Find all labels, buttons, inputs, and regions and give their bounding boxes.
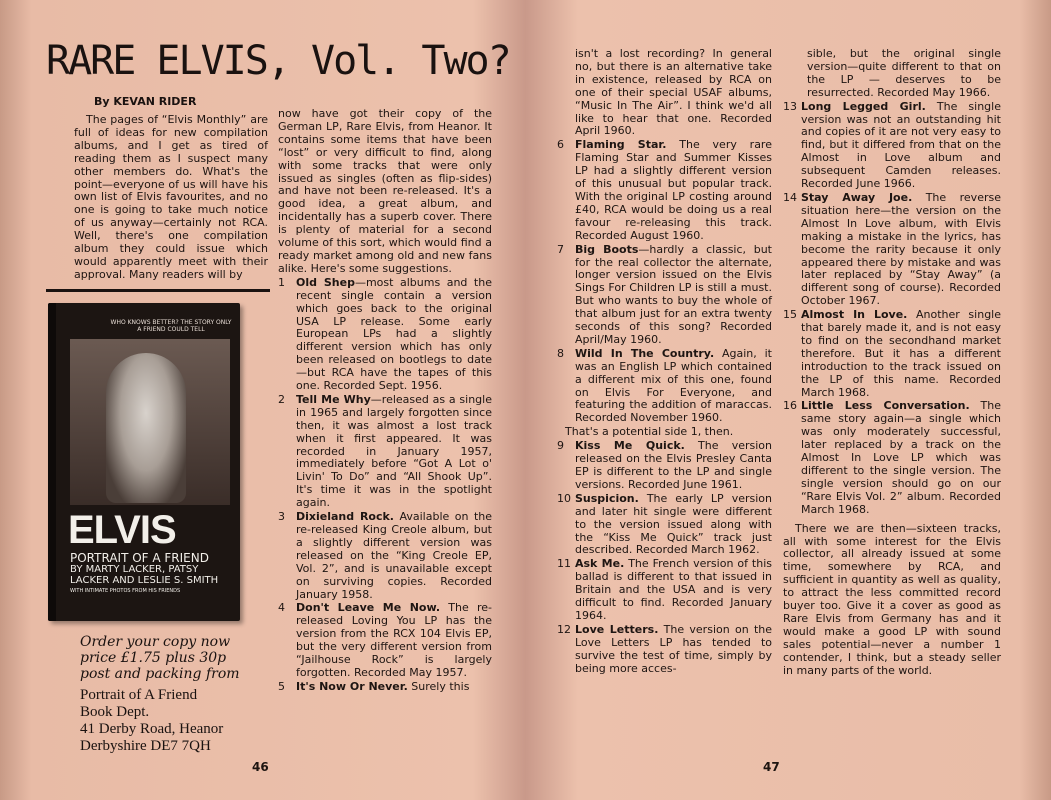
track-number: 9 [557,439,564,453]
track-title: It's Now Or Never. [296,679,408,693]
order-line: price £1.75 plus 30p [80,650,227,666]
track-title: Kiss Me Quick. [575,439,685,453]
track-number: 16 [783,399,797,413]
book-spine [48,303,56,621]
track-item [557,558,772,623]
book-cover-name: ELVIS [68,508,176,552]
track-description: Another single that barely made it, and is not easy to find on the secondhand market therefore. But it has a different introduction to the track issued on the LP of this name. Recorded March 1968. [801,308,1001,399]
track-title: Old Shep [296,275,355,289]
track-item [557,139,772,242]
book-cover-subtitle-block [70,553,238,597]
address-line: Derbyshire DE7 7QH [80,738,211,754]
track-title: Stay Away Joe. [801,190,913,204]
track-title: Tell Me Why [296,392,371,406]
track-item [278,681,492,694]
track-item [278,602,492,679]
track-description: Surely this [407,679,470,693]
track-description: The French version of this ballad is different to that issued in Britain and the USA and is very difficult to find. Recorded January 1964. [575,557,772,622]
article-title: RARE ELVIS, Vol. Two? [46,38,510,84]
divider-rule [46,289,270,292]
track-item [278,511,492,601]
track-description: The very rare Flaming Star and Summer Kisses LP had a slightly different version of this unusual but popular track. With the original LP costing around £40, RCA would be doing us a real favour re-releasing this track. Recorded August 1960. [575,138,772,242]
track-number: 6 [557,138,564,152]
book-authors: BY MARTY LACKER, PATSY LACKER AND LESLIE S. SMITH [70,564,219,586]
track-number: 11 [557,557,571,571]
page-number-left: 46 [252,760,269,774]
track-description: The early LP version and later hit single were different to the version issued along with the “Kiss Me Quick” track just described. Recorded March 1962. [575,491,772,557]
page-number-right: 47 [763,760,780,774]
track-description: The single version was not an outstanding hit and copies of it are not very easy to find, but it differed from that on the Almost in Love album and subsequent Camden releases. Recorded June 1966. [801,99,1001,191]
track-title: Suspicion. [575,491,639,505]
track-description: —most albums and the recent single contain a version which goes back to the original USA LP release. Some early European LPs had a slightly different version which has only been released on bootlegs to date—but RCA have the tapes of this one. Recorded Sept. 1956. [296,275,492,393]
order-line: post and packing from [80,666,240,682]
track-number: 15 [783,308,797,322]
order-text [80,634,240,682]
order-address [80,687,223,755]
track-number: 2 [278,392,285,406]
track-item [557,493,772,558]
track-number: 14 [783,190,797,204]
track-item [557,624,772,676]
track-number: 12 [557,622,571,636]
track-description: Again, it was an English LP which contained a different mix of this one, found on Elvis For Everyone, and featuring the addition of maraccas. Recorded November 1960. [575,346,772,425]
track-description: The version released on the Elvis Presley Canta EP is different to the LP and single versions. Recorded June 1961. [575,439,772,491]
address-line: Book Dept. [80,704,150,720]
col1-continuation: isn't a lost recording? In general no, but there is an alternative take in existence, released by RCA on one of their special USAF albums, “Music In The Air”. I think we'd all like to hear that one. Recorded April 1960. [575,47,772,138]
track-item [557,244,772,347]
track-item [278,394,492,510]
elvis-figure-image [106,353,186,503]
track-title: Big Boots [575,242,639,256]
right-column-2 [783,48,1001,679]
intro-paragraph: The pages of “Elvis Monthly” are full of ideas for new compilation albums, and I get as tired of reading them as I suspect many other members do. What's the point—everyone of us will have his own list of Elvis favourites, and no one is going to take much notice of us anyway—certainly not RCA. Well, there's one compilation album they could issue which would apparently meet with their approval. Many readers will by [74,113,268,281]
track-title: Flaming Star. [575,138,667,152]
left-column-1 [74,114,268,283]
track-number: 5 [278,679,285,693]
track-description: —hardly a classic, but for the real collector the alternate, longer version issued on the Elvis Sings For Children LP is still a must. But who wants to buy the whole of that album just for an extra twenty seconds of this song? Recorded April/May 1960. [575,242,772,346]
order-line: Order your copy now [80,634,231,650]
track-item [557,348,772,425]
conclusion-paragraph: There we are then—sixteen tracks, all with some interest for the Elvis collector, all already issued at some time, somewhere by RCA, and sufficient in quantity as well as quality, to attract the less committed record buyer too. Give it a cover as good as Rare Elvis from Germany has and it would make a good LP with sound sales potential—never a number 1 contender, I think, but a steady seller in many parts of the world. [783,521,1001,677]
col2-intro: now have got their copy of the German LP, Rare Elvis, from Heanor. It contains some items that have been “lost” or very difficult to find, along with some tracks that were only issued as singles (often as flip-sides) and have not been re-released. It's a good idea, a great album, and incidentally has a superb cover. There is plenty of material for a second volume of this sort, which would find a ready market among old and new fans alike. Here's some suggestions. [278,107,492,275]
track-item [783,192,1001,308]
side-note: That's a potential side 1, then. [565,425,734,439]
track-description: The reverse situation here—the version on the Almost In Love album, with Elvis making a mistake in the lyrics, has become the rarity because it only appeared there by mistake and was later replaced by “Stay Away” (a different song of course). Recorded October 1967. [801,190,1001,308]
book-subtitle: PORTRAIT OF A FRIEND [70,551,209,565]
track-title: Long Legged Girl. [801,99,926,113]
track-number: 10 [557,491,571,505]
track-item [783,309,1001,399]
left-page [0,0,525,800]
track-item [783,101,1001,191]
track-title: Almost In Love. [801,308,908,322]
address-line: Portrait of A Friend [80,687,198,703]
track-number: 13 [783,99,797,113]
address-line: 41 Derby Road, Heanor [80,721,224,737]
left-column-2 [278,108,492,695]
book-photos-note: WITH INTIMATE PHOTOS FROM HIS FRIENDS [70,588,181,594]
track-item [783,400,1001,516]
book-cover-image [48,303,240,621]
track-title: Love Letters. [575,622,659,636]
track-description: The re-released Loving You LP has the version from the RCX 104 Elvis EP, but the very different version from “Jailhouse Rock” is largely forgotten. Recorded May 1957. [296,601,492,679]
track-number: 3 [278,510,285,524]
track-title: Ask Me. [575,557,625,571]
track-title: Dixieland Rock. [296,510,394,524]
track-title: Don't Leave Me Now. [296,601,441,615]
track-number: 7 [557,242,564,256]
col2-continuation: sible, but the original single version—quite different to that on the LP — deserves to be resurrected. Recorded May 1966. [807,47,1001,99]
track-item [557,440,772,492]
track-item [278,277,492,393]
track-title: Wild In The Country. [575,346,715,360]
track-number: 4 [278,601,285,615]
track-number: 1 [278,275,285,289]
track-description: Available on the re-released King Creole album, but a slightly different version was released on the “King Creole EP, Vol. 2”, and is unavailable except on surviving copies. Recorded January 1958. [296,510,492,601]
book-tagline: WHO KNOWS BETTER? THE STORY ONLY A FRIEND COULD TELL [110,319,232,333]
track-description: —released as a single in 1965 and largely forgotten since then, it was almost a lost track when it first appeared. It was recorded in January 1957, immediately before “Got A Lot o' Livin' To Do” and “All Shook Up”. It's time it was in the spotlight again. [296,392,492,510]
byline: By KEVAN RIDER [94,95,197,108]
track-title: Little Less Conversation. [801,399,970,413]
track-description: The version on the Love Letters LP has tended to survive the test of time, simply by being more acces- [575,622,772,675]
right-page [525,0,1051,800]
track-description: The same story again—a single which was only moderately successful, later replaced by a track on the Almost In Love LP which was different to the single version. The single version should go on our “Rare Elvis Vol. 2” album. Recorded March 1968. [801,399,1001,516]
right-column-1 [557,48,772,677]
track-number: 8 [557,346,564,360]
